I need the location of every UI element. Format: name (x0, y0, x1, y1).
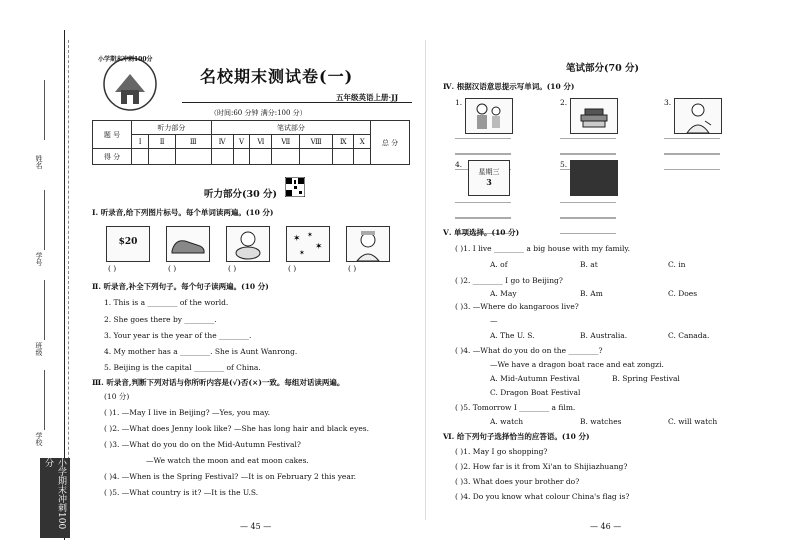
s5-option: C. Does (668, 289, 698, 298)
writing-line[interactable] (560, 202, 616, 218)
section-2-title: Ⅱ. 听录音,补全下列句子。每个句子读两遍。(10 分) (92, 282, 269, 291)
baby-icon (226, 226, 270, 262)
grade-info: 五年级英语上册·JJ (336, 93, 399, 102)
s4-num: 2. (560, 98, 568, 107)
student-id-label: 学号 (35, 252, 43, 266)
nurse-icon (346, 226, 390, 262)
s3-item-cont: —We watch the moon and eat moon cakes. (146, 456, 309, 465)
s5-option: A. watch (490, 417, 524, 426)
s2-item: 4. My mother has a ________. She is Aunt Wanrong. (104, 347, 298, 356)
section-4-title: Ⅳ. 根据汉语意思提示写单词。(10 分) (443, 82, 575, 91)
s6-item: ( )2. How far is it from Xi'an to Shijiazhuang? (455, 462, 628, 471)
writing-line[interactable] (664, 154, 720, 170)
s6-item: ( )1. May I go shopping? (455, 447, 548, 456)
score-cell[interactable] (354, 149, 371, 165)
logo-text: 小学期末冲刺100分 (98, 56, 153, 63)
s5-option: A. The U. S. (490, 331, 535, 340)
s5-option: A. of (490, 260, 508, 269)
s2-item: 5. Beijing is the capital ________ of China. (104, 363, 261, 372)
written-header: 笔试部分 (211, 121, 370, 135)
col-2: Ⅱ (149, 135, 176, 149)
section-6-title: Ⅵ. 给下列句子选择恰当的应答语。(10 分) (443, 432, 590, 441)
doctor-icon (674, 98, 722, 134)
answer-bracket[interactable]: ( ) (228, 264, 237, 273)
written-title: 笔试部分(70 分) (566, 63, 640, 74)
svg-text:✶: ✶ (299, 249, 305, 257)
class-line (44, 280, 45, 340)
score-cell[interactable] (211, 149, 233, 165)
s5-question: ( )5. Tomorrow I ________ a film. (455, 403, 576, 412)
writing-line[interactable] (560, 218, 616, 234)
s5-option: C. Canada. (668, 331, 710, 340)
writing-line[interactable] (560, 138, 616, 154)
s5-question-cont: — (490, 316, 498, 325)
page-number-right: — 46 — (590, 522, 622, 531)
name-label: 姓名 (35, 155, 43, 169)
title-rule (182, 102, 412, 103)
s2-item: 3. Your year is the year of the ________. (104, 331, 252, 340)
shoe-icon (166, 226, 210, 262)
calendar-icon (468, 160, 510, 196)
s5-option: C. will watch (668, 417, 718, 426)
s5-option: B. Spring Festival (612, 374, 680, 383)
school-line (44, 370, 45, 430)
s5-question: ( )1. I live ________ a big house with my family. (455, 244, 631, 253)
s5-option: B. at (580, 260, 598, 269)
s5-question: ( )2. ________ I go to Beijing? (455, 276, 563, 285)
s4-num: 5. (560, 160, 568, 169)
row-label-score: 得 分 (93, 149, 132, 165)
books-icon (570, 98, 618, 134)
s2-item: 1. This is a ________ of the world. (104, 298, 229, 307)
name-line (44, 80, 45, 140)
s5-option: C. in (668, 260, 686, 269)
col-4: Ⅳ (211, 135, 233, 149)
score-cell[interactable] (272, 149, 300, 165)
s5-option: B. Am (580, 289, 603, 298)
col-3: Ⅲ (175, 135, 211, 149)
s5-option: A. Mid-Autumn Festival (490, 374, 580, 383)
people-icon (465, 98, 513, 134)
writing-line[interactable] (455, 202, 511, 218)
s4-num: 4. (455, 160, 463, 169)
page-divider (425, 40, 426, 520)
score-cell[interactable] (250, 149, 272, 165)
col-6: Ⅵ (250, 135, 272, 149)
section-5-title: Ⅴ. 单项选择。(10 分) (443, 228, 520, 237)
writing-line[interactable] (664, 138, 720, 154)
calendar-day: 3 (486, 177, 492, 187)
svg-text:✶: ✶ (315, 242, 323, 252)
score-table (92, 120, 410, 165)
section-1-title: Ⅰ. 听录音,给下列图片标号。每个单词读两遍。(10 分) (92, 208, 274, 217)
stars-icon (286, 226, 330, 262)
answer-bracket[interactable]: ( ) (348, 264, 357, 273)
answer-bracket[interactable]: ( ) (108, 264, 117, 273)
row-label-question: 题 号 (93, 121, 132, 149)
school-label: 学校 (35, 432, 43, 446)
s3-item: ( )2. —What does Jenny look like? —She has long hair and black eyes. (104, 424, 370, 433)
score-cell[interactable] (149, 149, 176, 165)
listening-title: 听力部分(30 分) (204, 189, 278, 200)
score-cell[interactable] (175, 149, 211, 165)
score-cell[interactable] (132, 149, 149, 165)
s3-item: ( )3. —What do you do on the Mid-Autumn Festival? (104, 440, 301, 449)
col-8: Ⅷ (300, 135, 333, 149)
svg-text:✶: ✶ (307, 231, 313, 239)
s5-question-cont: —We have a dragon boat race and eat zongzi. (490, 360, 664, 369)
col-1: Ⅰ (132, 135, 149, 149)
s5-question: ( )3. —Where do kangaroos live? (455, 302, 579, 311)
exam-title: 名校期末测试卷(一) (200, 67, 354, 86)
score-cell[interactable] (300, 149, 333, 165)
calendar-weekday: 星期三 (478, 168, 500, 176)
s6-item: ( )3. What does your brother do? (455, 477, 580, 486)
s5-option: C. Dragon Boat Festival (490, 388, 581, 397)
score-cell[interactable] (333, 149, 354, 165)
score-cell[interactable] (233, 149, 250, 165)
total-header: 总 分 (371, 121, 410, 165)
s5-question: ( )4. —What do you do on the ________? (455, 346, 603, 355)
s4-num: 1. (455, 98, 463, 107)
s5-option: A. May (490, 289, 517, 298)
moon-icon (570, 160, 618, 196)
strip-dashed-line (68, 40, 69, 510)
page-number-left: — 45 — (240, 522, 272, 531)
time-info: （时间:60 分钟 满分:100 分） (210, 109, 307, 117)
s5-option: B. watches (580, 417, 622, 426)
s3-item: ( )4. —When is the Spring Festival? —It is on February 2 this year. (104, 472, 356, 481)
col-5: Ⅴ (233, 135, 250, 149)
s3-item: ( )1. —May I live in Beijing? —Yes, you may. (104, 408, 271, 417)
s2-item: 2. She goes there by ________. (104, 315, 217, 324)
section-3-points: (10 分) (104, 392, 130, 401)
s6-item: ( )4. Do you know what colour China's flag is? (455, 492, 630, 501)
picture-price-tag (106, 226, 150, 262)
price-text: $20 (118, 237, 138, 247)
strip-badge: 小学期末冲刺100分 (40, 458, 70, 538)
section-3-title: Ⅲ. 听录音,判断下列对话与你所听内容是(√)否(×)一致。每组对话读两遍。 (92, 378, 345, 387)
col-7: Ⅶ (272, 135, 300, 149)
listening-header: 听力部分 (132, 121, 212, 135)
student-id-line (44, 190, 45, 250)
answer-bracket[interactable]: ( ) (288, 264, 297, 273)
writing-line[interactable] (455, 138, 511, 154)
s4-num: 3. (664, 98, 672, 107)
s3-item: ( )5. —What country is it? —It is the U.S. (104, 488, 259, 497)
svg-text:✶: ✶ (293, 234, 301, 244)
col-9: Ⅸ (333, 135, 354, 149)
s5-option: B. Australia. (580, 331, 628, 340)
qr-code-icon (285, 177, 305, 197)
class-label: 班级 (35, 342, 43, 356)
answer-bracket[interactable]: ( ) (168, 264, 177, 273)
col-10: Ⅹ (354, 135, 371, 149)
